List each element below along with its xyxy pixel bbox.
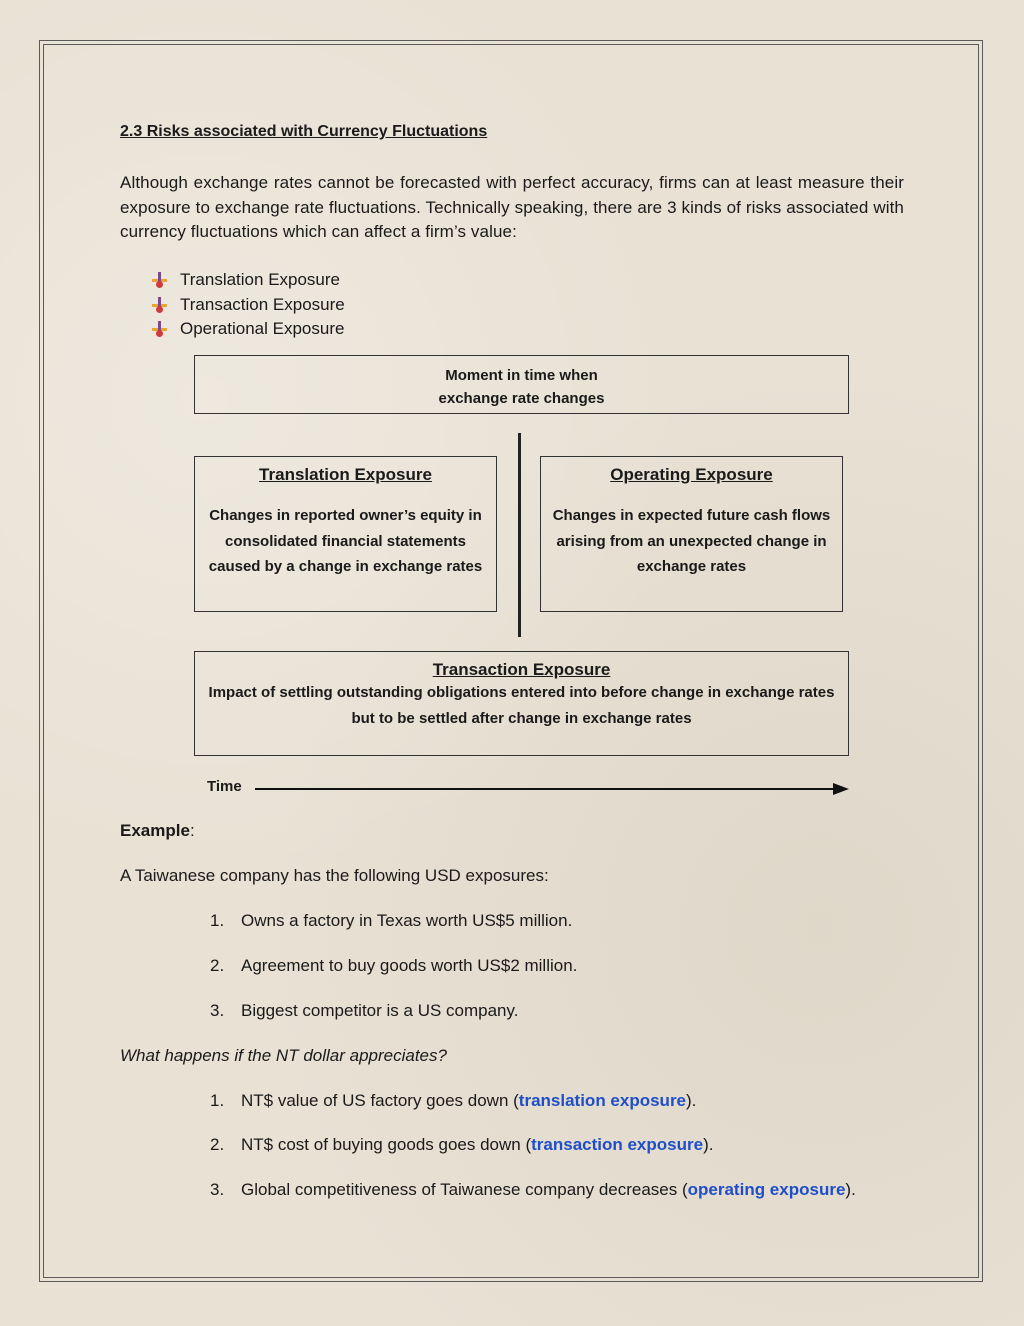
operating-exposure-box	[540, 456, 843, 612]
bullet-icon	[150, 270, 168, 290]
exposure-item: 1. Owns a factory in Texas worth US$5 million.	[210, 911, 573, 930]
exposure-item: 3. Biggest competitor is a US company.	[210, 1001, 519, 1020]
exposure-bullet-list	[150, 268, 345, 342]
section-heading: 2.3 Risks associated with Currency Fluctuations	[120, 123, 488, 140]
answer-item: 3. Global competitiveness of Taiwanese company decreases (operating exposure).	[210, 1180, 856, 1199]
bullet-icon	[150, 295, 168, 315]
transaction-exposure-box	[194, 651, 849, 756]
bullet-label: Operational Exposure	[180, 319, 345, 339]
example-intro: A Taiwanese company has the following USD exposures:	[120, 866, 549, 885]
exposure-item: 2. Agreement to buy goods worth US$2 million.	[210, 956, 578, 975]
translation-body: Changes in reported owner’s equity in consolidated financial statements caused by a change in exchange rates	[208, 507, 483, 575]
bullet-item	[150, 317, 345, 342]
bullet-item	[150, 268, 345, 293]
bullet-item	[150, 293, 345, 318]
answer-highlight: transaction exposure	[531, 1135, 704, 1154]
time-label: Time	[207, 778, 242, 795]
timeline-divider	[518, 433, 521, 637]
bullet-label: Transaction Exposure	[180, 294, 345, 314]
moment-box	[194, 355, 849, 414]
time-arrow	[255, 780, 855, 798]
transaction-body: Impact of settling outstanding obligations entered into before change in exchange rates but to be settled after change in exchange rates	[208, 684, 835, 727]
answer-highlight: operating exposure	[687, 1180, 846, 1199]
moment-line: Moment in time when	[445, 367, 598, 384]
answer-item: 2. NT$ cost of buying goods goes down (transaction exposure).	[210, 1135, 714, 1154]
transaction-title: Transaction Exposure	[432, 660, 611, 679]
moment-line: exchange rate changes	[438, 390, 605, 407]
operating-title: Operating Exposure	[610, 465, 773, 484]
translation-exposure-box	[194, 456, 497, 612]
intro-paragraph: Although exchange rates cannot be forecasted with perfect accuracy, firms can at least measure their exposure to exchange rate fluctuations. Technically speaking, there are 3 kinds of risks associated with currency fluctuations which can affect a firm’s value:	[120, 173, 904, 241]
example-question: What happens if the NT dollar appreciates?	[120, 1046, 447, 1065]
translation-title: Translation Exposure	[259, 465, 432, 484]
operating-body: Changes in expected future cash flows arising from an unexpected change in exchange rates	[552, 507, 831, 575]
bullet-label: Translation Exposure	[180, 270, 341, 290]
answer-item: 1. NT$ value of US factory goes down (translation exposure).	[210, 1091, 697, 1110]
answer-highlight: translation exposure	[518, 1091, 687, 1110]
example-label: Example:	[120, 821, 195, 840]
bullet-icon	[150, 319, 168, 339]
